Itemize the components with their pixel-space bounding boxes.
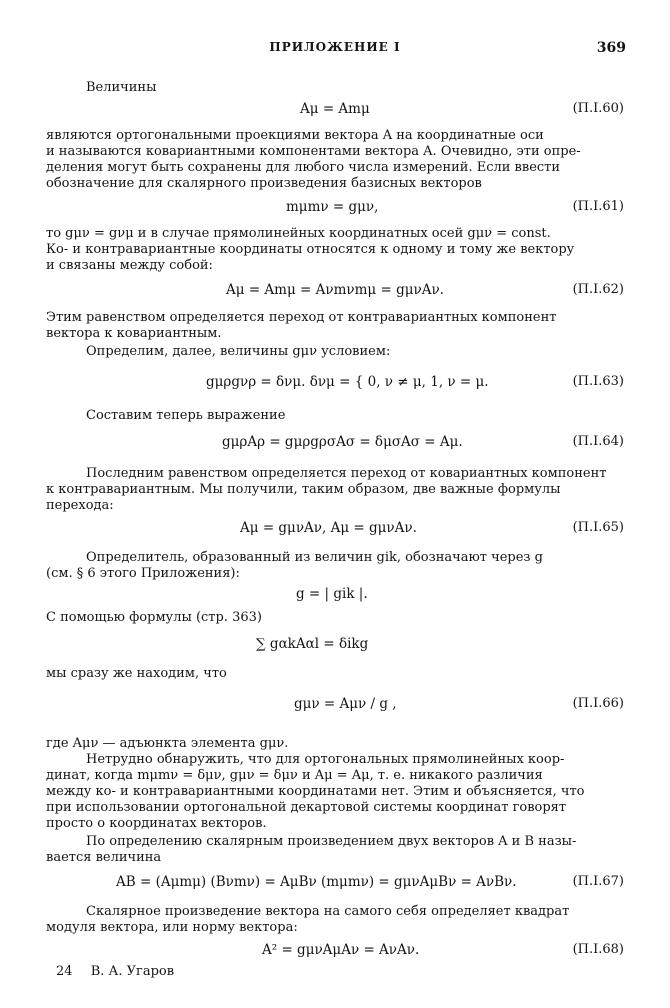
page-number: 369 xyxy=(596,40,626,56)
equation-formula: Aμ = gμνAν, Aμ = gμνAν. xyxy=(240,520,417,536)
equation xyxy=(46,584,624,606)
text-line: и называются ковариантными компонентами вектора A. Очевидно, эти опре- xyxy=(46,144,581,159)
text-line: Этим равенством определяется переход от контравариантных компонент xyxy=(46,310,557,325)
equation xyxy=(46,872,624,894)
equation-number: (П.I.61) xyxy=(572,199,624,214)
equation xyxy=(46,432,624,454)
equation-number: (П.I.60) xyxy=(572,101,624,116)
text-line: Определим, далее, величины gμν условием: xyxy=(86,344,391,359)
text-line: вектора к ковариантным. xyxy=(46,326,222,341)
text-line: Нетрудно обнаружить, что для ортогональных прямолинейных коор- xyxy=(86,752,565,767)
equation xyxy=(46,694,624,716)
text-line: мы сразу же находим, что xyxy=(46,666,227,681)
text-line: модуля вектора, или норму вектора: xyxy=(46,920,298,935)
equation-formula: mμmν = gμν, xyxy=(286,199,379,215)
text-line: между ко- и контравариантными координатами нет. Этим и объясняется, что xyxy=(46,784,585,799)
text-line: деления могут быть сохранены для любого числа измерений. Если ввести xyxy=(46,160,561,175)
signature-number: 24 xyxy=(56,964,73,979)
text-line: обозначение для скалярного произведения базисных векторов xyxy=(46,176,482,191)
text-line: Последним равенством определяется переход от ковариантных компонент xyxy=(86,466,607,481)
text-line: просто о координатах векторов. xyxy=(46,816,267,831)
equation xyxy=(46,634,624,656)
equation-formula: gμν = Aμν / g , xyxy=(294,696,397,712)
equation xyxy=(46,372,624,394)
equation-number: (П.I.68) xyxy=(572,942,624,957)
equation-number: (П.I.66) xyxy=(572,696,624,711)
text-line: вается величина xyxy=(46,850,162,865)
running-header-title: ПРИЛОЖЕНИЕ I xyxy=(269,40,401,54)
equation-formula: A² = gμνAμAν = AνAν. xyxy=(262,942,420,958)
equation-formula: gμρgνρ = δνμ. δνμ = { 0, ν ≠ μ, 1, ν = μ. xyxy=(206,374,489,390)
text-line: при использовании ортогональной декартовой системы координат говорят xyxy=(46,800,567,815)
text-line: По определению скалярным произведением двух векторов A и B назы- xyxy=(86,834,577,849)
text-line: к контравариантным. Мы получили, таким образом, две важные формулы xyxy=(46,482,561,497)
text-line: перехода: xyxy=(46,498,114,513)
equation xyxy=(46,940,624,962)
author-name: В. А. Угаров xyxy=(90,964,175,979)
equation-formula: ∑ gαkAαl = δikg xyxy=(256,636,369,652)
text-line: то gμν = gνμ и в случае прямолинейных координатных осей gμν = const. xyxy=(46,226,551,241)
text-line: динат, когда mμmν = δμν, gμν = δμν и Aμ = Aμ, т. е. никакого различия xyxy=(46,768,543,783)
equation xyxy=(46,99,624,121)
equation xyxy=(46,518,624,540)
equation-formula: Aμ = Amμ = Aνmνmμ = gμνAν. xyxy=(226,282,444,298)
text-line: Составим теперь выражение xyxy=(86,408,286,423)
equation-formula: AB = (Aμmμ) (Bνmν) = AμBν (mμmν) = gμνAμBν = AνBν. xyxy=(116,874,517,890)
equation-formula: Aμ = Amμ xyxy=(300,101,370,117)
text-line: являются ортогональными проекциями вектора A на координатные оси xyxy=(46,128,544,143)
printer-signature xyxy=(56,964,174,979)
equation-number: (П.I.67) xyxy=(572,874,624,889)
text-line: Ко- и контравариантные координаты относятся к одному и тому же вектору xyxy=(46,242,575,257)
text-line: (см. § 6 этого Приложения): xyxy=(46,566,240,581)
running-header xyxy=(0,40,670,58)
equation xyxy=(46,197,624,219)
text-line: и связаны между собой: xyxy=(46,258,213,273)
text-line: С помощью формулы (стр. 363) xyxy=(46,610,262,625)
equation xyxy=(46,280,624,302)
text-line: Величины xyxy=(86,80,157,95)
equation-number: (П.I.65) xyxy=(572,520,624,535)
equation-number: (П.I.64) xyxy=(572,434,624,449)
equation-number: (П.I.62) xyxy=(572,282,624,297)
text-line: Скалярное произведение вектора на самого себя определяет квадрат xyxy=(86,904,570,919)
equation-formula: g = | gik |. xyxy=(296,586,368,602)
text-line: Определитель, образованный из величин gik, обозначают через g xyxy=(86,550,543,565)
text-line: где Aμν — адъюнкта элемента gμν. xyxy=(46,736,289,751)
equation-formula: gμρAρ = gμρgρσAσ = δμσAσ = Aμ. xyxy=(222,434,463,450)
equation-number: (П.I.63) xyxy=(572,374,624,389)
